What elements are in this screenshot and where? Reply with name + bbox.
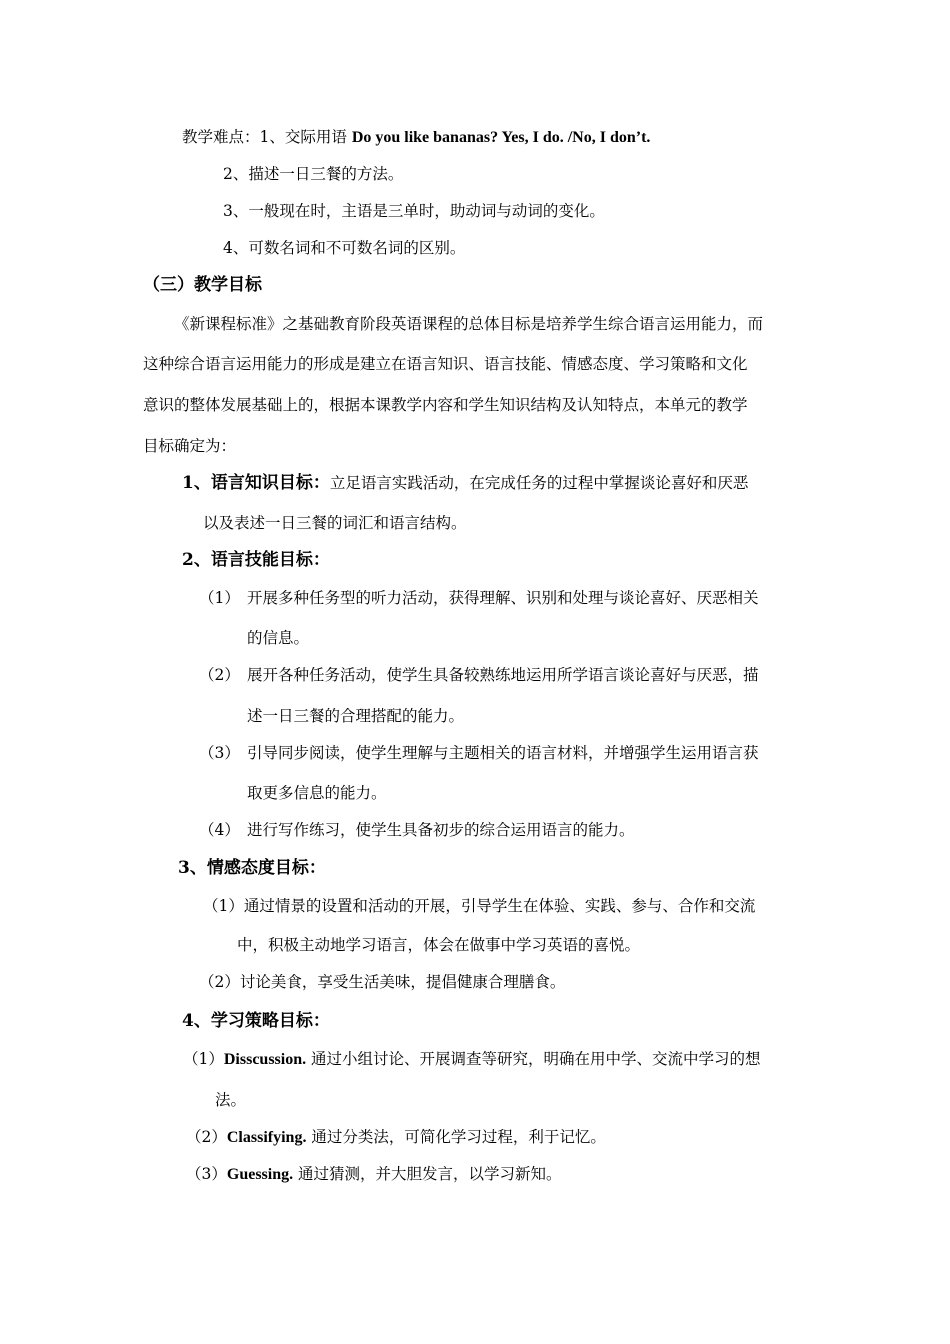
goal-4-item-3-term: Guessing. xyxy=(226,1166,294,1183)
intro-line-4: 目标确定为： xyxy=(143,437,237,455)
goal-1-text-1: 立足语言实践活动，在完成任务的过程中掌握谈论喜好和厌恶 xyxy=(329,474,749,492)
goal-2-item-3 xyxy=(199,743,759,763)
difficulty-label: 教学难点： xyxy=(182,128,260,146)
goal-2-item-2 xyxy=(199,665,759,685)
intro-line-2: 这种综合语言运用能力的形成是建立在语言知识、语言技能、情感态度、学习策略和文化 xyxy=(143,355,748,373)
goal-4-item-2-line-1: 通过分类法，可简化学习过程，利于记忆。 xyxy=(306,1128,606,1146)
goal-3-item-1-line-1: （1）通过情景的设置和活动的开展，引导学生在体验、实践、参与、合作和交流 xyxy=(203,897,756,915)
goal-3-item-1-line-2: 中，积极主动地学习语言，体会在做事中学习英语的喜悦。 xyxy=(237,936,641,954)
goal-1-heading: 1、语言知识目标： xyxy=(182,473,330,493)
goal-4-item-2-num: （2） xyxy=(186,1128,227,1146)
goal-1-text-2: 以及表述一日三餐的词汇和语言结构。 xyxy=(203,514,467,532)
goal-2-item-3-num: （3） xyxy=(199,744,240,762)
difficulty-item-1-phrase: Do you like bananas? Yes, I do. /No, I don’t. xyxy=(351,129,651,146)
goal-2-item-2-num: （2） xyxy=(199,666,240,684)
goal-4-item-2 xyxy=(186,1127,606,1148)
goal-3-heading: 3、情感态度目标： xyxy=(178,858,326,878)
goal-2-item-1-num: （1） xyxy=(199,589,240,607)
goal-2-heading: 2、语言技能目标： xyxy=(182,550,330,570)
goal-4-item-1-num: （1） xyxy=(183,1050,224,1068)
intro-line-1: 《新课程标准》之基础教育阶段英语课程的总体目标是培养学生综合语言运用能力，而 xyxy=(174,315,764,333)
difficulty-item-4: 4、可数名词和不可数名词的区别。 xyxy=(223,239,466,257)
difficulty-item-2: 2、描述一日三餐的方法。 xyxy=(223,165,404,183)
goal-4-item-3 xyxy=(186,1164,562,1185)
goal-2-item-1 xyxy=(199,588,759,608)
goal-1-line-1 xyxy=(182,473,748,493)
goal-4-item-1-term: Disscussion. xyxy=(223,1051,307,1068)
difficulty-item-3: 3、一般现在时，主语是三单时，助动词与动词的变化。 xyxy=(223,202,605,220)
goal-2-item-3-line-2: 取更多信息的能力。 xyxy=(247,784,387,802)
goal-4-item-3-num: （3） xyxy=(186,1165,227,1183)
goal-2-item-4-num: （4） xyxy=(199,821,240,839)
difficulty-line-1 xyxy=(182,127,650,148)
goal-2-item-1-line-1: 开展多种任务型的听力活动，获得理解、识别和处理与谈论喜好、厌恶相关 xyxy=(247,589,759,607)
goal-2-item-3-line-1: 引导同步阅读，使学生理解与主题相关的语言材料，并增强学生运用语言获 xyxy=(247,744,759,762)
goal-4-item-2-term: Classifying. xyxy=(226,1129,307,1146)
goal-2-item-2-line-2: 述一日三餐的合理搭配的能力。 xyxy=(247,707,465,725)
goal-4-item-1 xyxy=(183,1049,761,1070)
difficulty-item-1-prefix: 1、交际用语 xyxy=(259,128,352,146)
goal-4-item-1-line-1: 通过小组讨论、开展调查等研究，明确在用中学、交流中学习的想 xyxy=(306,1050,761,1068)
section-heading: （三）教学目标 xyxy=(143,275,262,295)
goal-4-heading: 4、学习策略目标： xyxy=(182,1011,330,1031)
goal-2-item-1-line-2: 的信息。 xyxy=(247,629,310,647)
goal-4-item-1-line-2: 法。 xyxy=(215,1091,247,1109)
intro-line-3: 意识的整体发展基础上的，根据本课教学内容和学生知识结构及认知特点，本单元的教学 xyxy=(143,396,748,414)
goal-2-item-4-line-1: 进行写作练习，使学生具备初步的综合运用语言的能力。 xyxy=(247,821,635,839)
goal-2-item-2-line-1: 展开各种任务活动，使学生具备较熟练地运用所学语言谈论喜好与厌恶，描 xyxy=(247,666,759,684)
goal-4-item-3-line-1: 通过猜测，并大胆发言，以学习新知。 xyxy=(293,1165,562,1183)
goal-3-item-2: （2）讨论美食，享受生活美味，提倡健康合理膳食。 xyxy=(199,973,566,991)
goal-2-item-4 xyxy=(199,820,635,840)
